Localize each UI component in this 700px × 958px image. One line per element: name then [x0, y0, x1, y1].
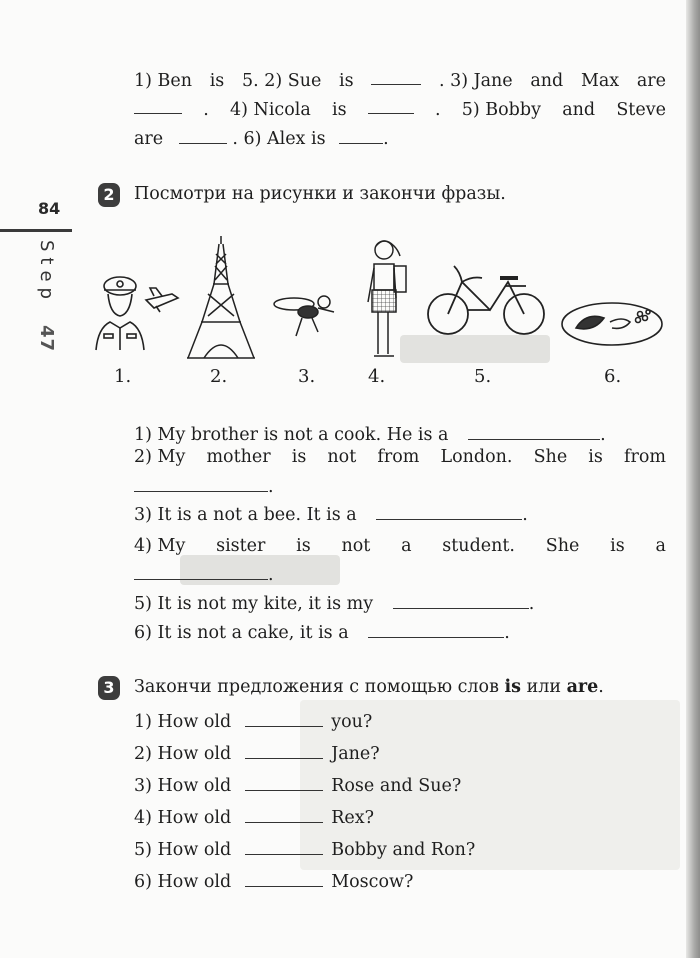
exercise-3-badge: 3	[98, 676, 120, 700]
exercise-2-badge: 2	[98, 183, 120, 207]
sentence-3: 3) It is a not a bee. It is a .	[134, 505, 528, 525]
answer-blank[interactable]	[245, 776, 323, 791]
answer-blank[interactable]	[245, 872, 323, 887]
keyword-are: are	[566, 677, 599, 697]
keyword-is: is	[504, 677, 521, 697]
answer-blank[interactable]	[134, 99, 182, 114]
plate-icon	[560, 300, 664, 348]
answer-blank[interactable]	[245, 840, 323, 855]
page-edge-shadow	[686, 0, 700, 958]
question-6: 6) How old Moscow?	[134, 872, 414, 892]
answer-blank[interactable]	[179, 129, 227, 144]
sentence-6: 6) It is not a cake, it is a .	[134, 623, 510, 643]
margin-rule	[0, 229, 72, 232]
exercise-3-instruction: Закончи предложения с помощью слов is или are.	[134, 677, 604, 697]
exercise1-line-1: 1) Ben is 5. 2) Sue is . 3) Jane and Max are	[134, 71, 666, 91]
answer-blank[interactable]	[368, 99, 414, 114]
page-number: 84	[38, 199, 61, 218]
answer-blank[interactable]	[245, 808, 323, 823]
picture-number: 4.	[368, 366, 386, 387]
question-3: 3) How old Rose and Sue?	[134, 776, 462, 796]
pilot-icon	[92, 272, 182, 352]
fly-icon	[272, 290, 342, 340]
sentence-4-continued: .	[134, 564, 666, 586]
answer-blank[interactable]	[339, 129, 383, 144]
schoolgirl-icon	[362, 238, 412, 362]
sentence-5: 5) It is not my kite, it is my .	[134, 594, 535, 614]
exercise1-line-2: . 4) Nicola is . 5) Bobby and Steve	[134, 99, 666, 121]
answer-blank[interactable]	[368, 623, 504, 638]
eiffel-tower-icon	[186, 234, 256, 360]
sentence-4: 4) My sister is not a student. She is a	[134, 536, 666, 556]
step-label	[36, 240, 57, 352]
sentence-2-continued: .	[134, 476, 666, 498]
picture-number: 3.	[298, 366, 316, 387]
exercise1-line-3: are . 6) Alex is .	[134, 129, 389, 149]
step-number: 47	[36, 324, 57, 352]
question-1: 1) How old you?	[134, 712, 373, 732]
picture-number: 5.	[474, 366, 492, 387]
question-2: 2) How old Jane?	[134, 744, 380, 764]
question-5: 5) How old Bobby and Ron?	[134, 840, 476, 860]
exercise-2-instruction: Посмотри на рисунки и закончи фразы.	[134, 184, 506, 204]
sentence-1: 1) My brother is not a cook. He is a .	[134, 425, 606, 445]
answer-blank[interactable]	[134, 477, 268, 492]
answer-blank[interactable]	[134, 565, 268, 580]
answer-blank[interactable]	[371, 70, 421, 85]
answer-blank[interactable]	[376, 505, 522, 520]
picture-number: 1.	[114, 366, 132, 387]
picture-number: 6.	[604, 366, 622, 387]
answer-blank[interactable]	[245, 712, 323, 727]
question-4: 4) How old Rex?	[134, 808, 374, 828]
picture-number: 2.	[210, 366, 228, 387]
step-word: Step	[36, 240, 57, 305]
sentence-2: 2) My mother is not from London. She is from	[134, 447, 666, 467]
bicycle-icon	[426, 262, 546, 342]
answer-blank[interactable]	[245, 744, 323, 759]
answer-blank[interactable]	[393, 594, 529, 609]
answer-blank[interactable]	[468, 425, 600, 440]
